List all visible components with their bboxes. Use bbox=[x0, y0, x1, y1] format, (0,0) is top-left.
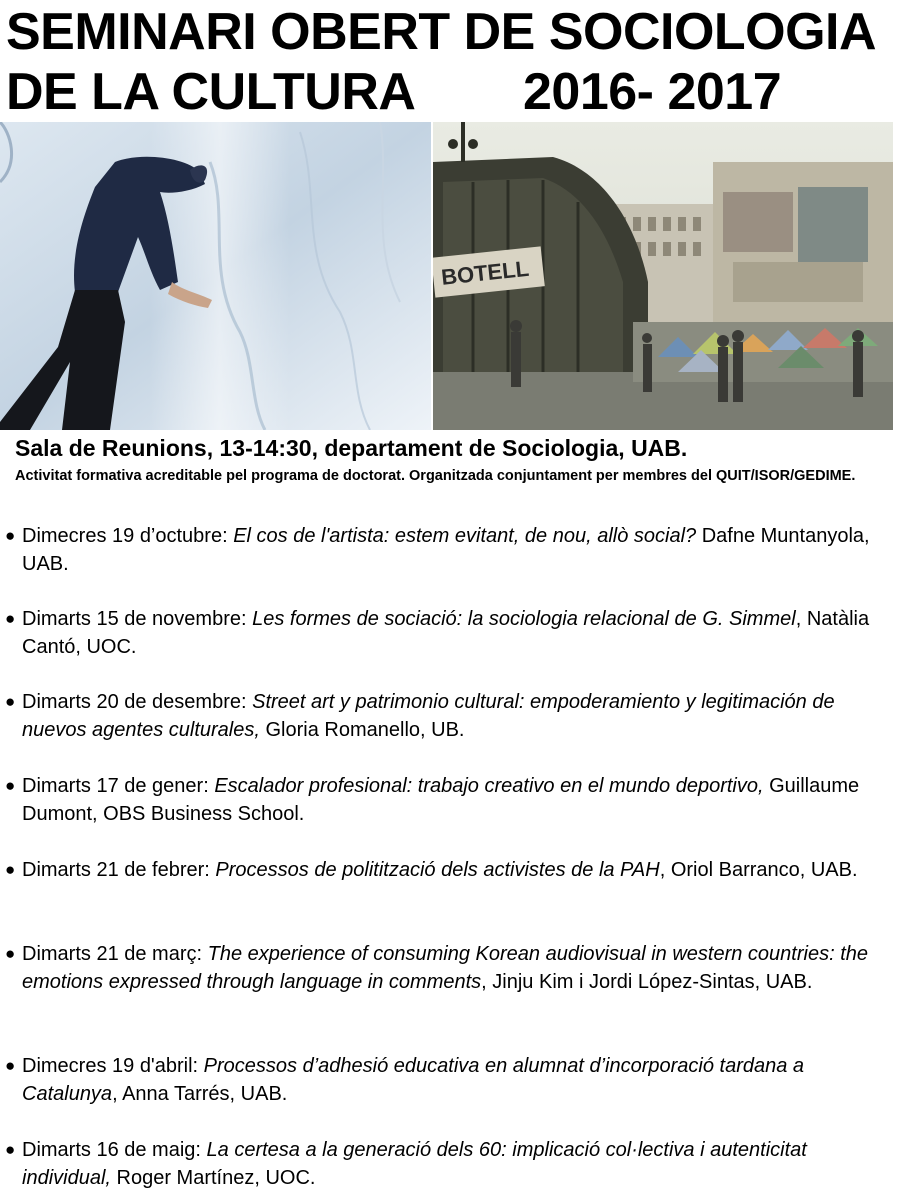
session-date: Dimarts 21 de març: bbox=[22, 943, 208, 965]
protest-camp-photo bbox=[433, 122, 893, 430]
venue-info: Sala de Reunions, 13-14:30, departament de Sociologia, UAB. bbox=[15, 435, 688, 461]
accreditation-note: Activitat formativa acreditable pel programa de doctorat. Organitzada conjuntament per membres del QUIT/ISOR/GEDIME. bbox=[15, 468, 856, 484]
session-item bbox=[0, 772, 880, 828]
session-speaker: Dafne Muntanyola, UAB. bbox=[22, 525, 870, 575]
session-item bbox=[0, 605, 880, 661]
session-title: The experience of consuming Korean audiovisual in western countries: the emotions expressed through language in comments bbox=[22, 943, 868, 993]
session-speaker: , Oriol Barranco, UAB. bbox=[659, 859, 858, 881]
session-text bbox=[22, 688, 880, 744]
session-title: Processos de politització dels activistes de la PAH bbox=[215, 859, 660, 881]
bullet-icon: ● bbox=[5, 944, 16, 963]
session-date: Dimecres 19 d’octubre: bbox=[22, 525, 234, 547]
session-speaker: Roger Martínez, UOC. bbox=[110, 1167, 316, 1189]
session-text bbox=[22, 1136, 880, 1192]
session-item bbox=[0, 1052, 880, 1108]
session-item bbox=[0, 856, 880, 884]
ice-wall-photo bbox=[0, 122, 431, 430]
session-item bbox=[0, 1136, 880, 1192]
session-title: La certesa a la generació dels 60: implicació col·lectiva i autenticitat individual, bbox=[22, 1139, 807, 1189]
bullet-icon: ● bbox=[5, 526, 16, 545]
session-speaker: , Natàlia Cantó, UOC. bbox=[22, 608, 870, 658]
bullet-icon: ● bbox=[5, 776, 16, 795]
title-line-1: SEMINARI OBERT DE SOCIOLOGIA bbox=[6, 3, 877, 61]
bullet-icon: ● bbox=[5, 860, 16, 879]
session-title: Street art y patrimonio cultural: empoderamiento y legitimación de nuevos agentes culturales, bbox=[22, 691, 835, 741]
session-title: El cos de l'artista: estem evitant, de nou, allò social? bbox=[233, 525, 697, 547]
bullet-icon: ● bbox=[5, 1140, 16, 1159]
session-item bbox=[0, 940, 880, 996]
session-speaker: , Anna Tarrés, UAB. bbox=[112, 1083, 288, 1105]
session-text bbox=[22, 1052, 880, 1108]
session-speaker: Guillaume Dumont, OBS Business School. bbox=[22, 775, 860, 825]
session-text bbox=[22, 772, 880, 828]
session-text bbox=[22, 522, 880, 578]
header-photos bbox=[0, 122, 893, 430]
session-title: Escalador profesional: trabajo creativo en el mundo deportivo, bbox=[214, 775, 764, 797]
session-title: Les formes de sociació: la sociologia relacional de G. Simmel bbox=[252, 608, 796, 630]
session-speaker: Gloria Romanello, UB. bbox=[259, 719, 465, 741]
session-item bbox=[0, 688, 880, 744]
session-title: Processos d’adhesió educativa en alumnat d’incorporació tardana a Catalunya bbox=[22, 1055, 805, 1105]
bullet-icon: ● bbox=[5, 609, 16, 628]
session-date: Dimarts 15 de novembre: bbox=[22, 608, 253, 630]
session-text bbox=[22, 940, 880, 996]
title-line-2: DE LA CULTURA bbox=[6, 63, 416, 121]
bullet-icon: ● bbox=[5, 1056, 16, 1075]
session-date: Dimarts 20 de desembre: bbox=[22, 691, 253, 713]
session-item bbox=[0, 522, 880, 578]
session-text bbox=[22, 856, 880, 884]
session-date: Dimecres 19 d'abril: bbox=[22, 1055, 204, 1077]
session-speaker: , Jinju Kim i Jordi López-Sintas, UAB. bbox=[481, 971, 813, 993]
session-date: Dimarts 16 de maig: bbox=[22, 1139, 207, 1161]
session-date: Dimarts 17 de gener: bbox=[22, 775, 215, 797]
session-date: Dimarts 21 de febrer: bbox=[22, 859, 216, 881]
poster-title bbox=[6, 2, 898, 122]
bullet-icon: ● bbox=[5, 692, 16, 711]
academic-year: 2016- 2017 bbox=[523, 63, 782, 121]
session-text bbox=[22, 605, 880, 661]
protest-banner-text: BOTELL bbox=[440, 255, 531, 290]
